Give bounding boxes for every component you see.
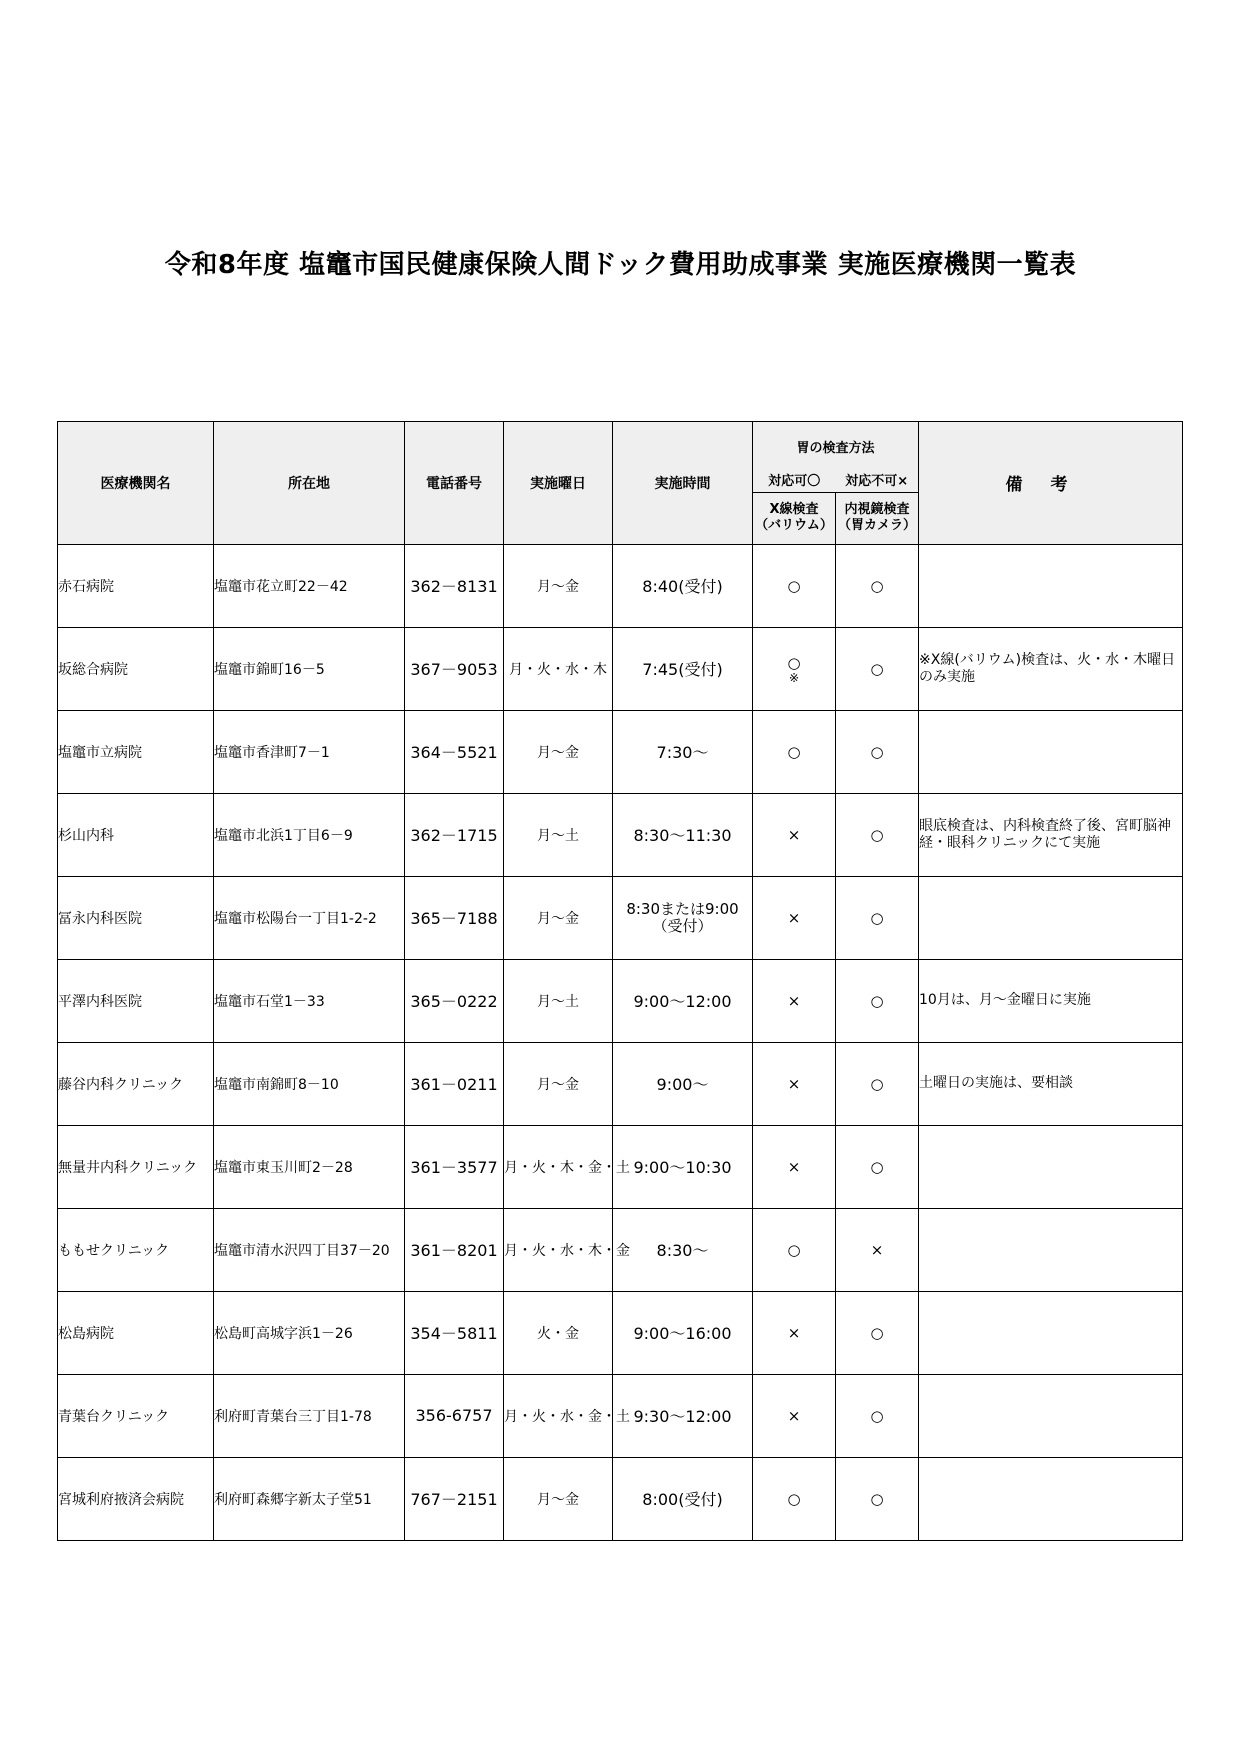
endoscopy-availability: ○ (836, 959, 919, 1042)
exam-time-main: 9:00～10:30 (633, 1158, 732, 1177)
header-time: 実施時間 (613, 422, 753, 545)
xray-mark: × (787, 825, 801, 844)
exam-days: 月・火・水・木 (504, 627, 613, 710)
exam-time (613, 959, 753, 1042)
institution-tel: 767－2151 (405, 1457, 504, 1540)
institution-address: 塩竈市花立町22－42 (214, 544, 405, 627)
remarks: 10月は、月～金曜日に実施 (919, 959, 1183, 1042)
header-endoscopy-line2: （胃カメラ） (838, 518, 917, 533)
exam-days: 月～金 (504, 710, 613, 793)
institution-tel: 361－3577 (405, 1125, 504, 1208)
xray-mark: × (787, 1074, 801, 1093)
exam-time-main: 9:00～16:00 (633, 1324, 732, 1343)
table-row (58, 959, 1183, 1042)
endoscopy-availability: ○ (836, 710, 919, 793)
table-row (58, 1125, 1183, 1208)
table-row (58, 1374, 1183, 1457)
xray-mark: × (787, 991, 801, 1010)
xray-availability (753, 627, 836, 710)
table-row (58, 793, 1183, 876)
remarks (919, 544, 1183, 627)
header-tel: 電話番号 (405, 422, 504, 545)
exam-days: 月・火・水・木・金 (504, 1208, 613, 1291)
endoscopy-availability: ○ (836, 627, 919, 710)
institution-tel: 361－0211 (405, 1042, 504, 1125)
institution-address: 利府町青葉台三丁目1-78 (214, 1374, 405, 1457)
institution-address: 塩竈市香津町7－1 (214, 710, 405, 793)
endoscopy-availability: ○ (836, 544, 919, 627)
institution-address: 塩竈市松陽台一丁目1-2-2 (214, 876, 405, 959)
exam-days: 月・火・水・金・土 (504, 1374, 613, 1457)
header-xray-line2: （バリウム） (755, 518, 833, 533)
xray-mark: ○ (787, 1489, 801, 1508)
exam-time-main: 8:30～11:30 (633, 826, 732, 845)
institution-name: 無量井内科クリニック (58, 1125, 214, 1208)
endoscopy-availability: ○ (836, 1042, 919, 1125)
xray-mark: × (787, 1157, 801, 1176)
remarks (919, 1125, 1183, 1208)
medical-institution-table (57, 421, 1183, 1541)
xray-mark: × (787, 1406, 801, 1425)
institution-address: 塩竈市石堂1－33 (214, 959, 405, 1042)
exam-time (613, 1208, 753, 1291)
xray-availability (753, 1291, 836, 1374)
xray-availability (753, 876, 836, 959)
institution-name: 松島病院 (58, 1291, 214, 1374)
institution-address: 利府町森郷字新太子堂51 (214, 1457, 405, 1540)
xray-mark: ○ (787, 1240, 801, 1259)
institution-name: 青葉台クリニック (58, 1374, 214, 1457)
exam-time (613, 627, 753, 710)
institution-tel: 365－7188 (405, 876, 504, 959)
institution-tel: 367－9053 (405, 627, 504, 710)
table-row (58, 710, 1183, 793)
xray-mark: × (787, 1323, 801, 1342)
xray-note-mark: ※ (788, 670, 800, 685)
exam-time (613, 710, 753, 793)
table-row (58, 1042, 1183, 1125)
table-row (58, 1208, 1183, 1291)
exam-time-main: 7:45(受付) (642, 660, 723, 679)
xray-availability (753, 793, 836, 876)
header-name: 医療機関名 (58, 422, 214, 545)
header-stomach-method: 胃の検査方法 (753, 422, 919, 472)
header-address: 所在地 (214, 422, 405, 545)
institution-address: 塩竈市東玉川町2－28 (214, 1125, 405, 1208)
header-xray-line1: X線検査 (769, 502, 819, 517)
institution-address: 塩竈市南錦町8－10 (214, 1042, 405, 1125)
institution-name: 宮城利府掖済会病院 (58, 1457, 214, 1540)
document-title: 令和8年度 塩竈市国民健康保険人間ドック費用助成事業 実施医療機関一覧表 (164, 250, 1077, 280)
remarks (919, 1374, 1183, 1457)
header-endoscopy (836, 492, 919, 544)
exam-time (613, 1291, 753, 1374)
header-ok-label: 対応可〇 (753, 472, 836, 493)
table-row (58, 1291, 1183, 1374)
endoscopy-availability: ○ (836, 876, 919, 959)
exam-time-sub: （受付） (652, 916, 713, 935)
endoscopy-availability: ○ (836, 793, 919, 876)
exam-time-main: 7:30～ (656, 743, 709, 762)
exam-time-main: 8:40(受付) (642, 577, 723, 596)
institution-name: 杉山内科 (58, 793, 214, 876)
institution-name: ももせクリニック (58, 1208, 214, 1291)
institution-name: 藤谷内科クリニック (58, 1042, 214, 1125)
table-row (58, 1457, 1183, 1540)
institution-tel: 362－1715 (405, 793, 504, 876)
header-xray (753, 492, 836, 544)
exam-days: 火・金 (504, 1291, 613, 1374)
exam-days: 月～土 (504, 793, 613, 876)
remarks: 土曜日の実施は、要相談 (919, 1042, 1183, 1125)
table-body (58, 544, 1183, 1540)
exam-time-main: 8:30または9:00 (626, 899, 739, 918)
xray-mark: × (787, 908, 801, 927)
table-row (58, 627, 1183, 710)
institution-tel: 361－8201 (405, 1208, 504, 1291)
xray-mark: ○ (787, 653, 801, 672)
table-row (58, 544, 1183, 627)
endoscopy-availability: × (836, 1208, 919, 1291)
institution-name: 塩竈市立病院 (58, 710, 214, 793)
xray-availability (753, 1042, 836, 1125)
endoscopy-availability: ○ (836, 1291, 919, 1374)
exam-time (613, 1374, 753, 1457)
xray-availability (753, 710, 836, 793)
exam-days: 月～土 (504, 959, 613, 1042)
exam-days: 月～金 (504, 1042, 613, 1125)
exam-time-main: 9:00～12:00 (633, 992, 732, 1011)
institution-address: 松島町高城字浜1－26 (214, 1291, 405, 1374)
header-days: 実施曜日 (504, 422, 613, 545)
remarks (919, 1291, 1183, 1374)
xray-mark: ○ (787, 742, 801, 761)
exam-time (613, 1042, 753, 1125)
remarks: 眼底検査は、内科検査終了後、宮町脳神経・眼科クリニックにて実施 (919, 793, 1183, 876)
endoscopy-availability: ○ (836, 1125, 919, 1208)
exam-time-main: 9:00～ (656, 1075, 709, 1094)
exam-time (613, 876, 753, 959)
header-endoscopy-line1: 内視鏡検査 (844, 502, 910, 517)
exam-time-main: 9:30～12:00 (633, 1407, 732, 1426)
institution-tel: 356-6757 (405, 1374, 504, 1457)
institution-tel: 365－0222 (405, 959, 504, 1042)
exam-days: 月～金 (504, 876, 613, 959)
table-header (58, 422, 1183, 545)
xray-availability (753, 1208, 836, 1291)
exam-time (613, 544, 753, 627)
exam-days: 月～金 (504, 1457, 613, 1540)
institution-name: 冨永内科医院 (58, 876, 214, 959)
exam-time-main: 8:00(受付) (642, 1490, 723, 1509)
xray-availability (753, 544, 836, 627)
exam-time (613, 1125, 753, 1208)
remarks (919, 1457, 1183, 1540)
endoscopy-availability: ○ (836, 1457, 919, 1540)
header-ng-label: 対応不可× (836, 472, 919, 493)
exam-days: 月・火・木・金・土 (504, 1125, 613, 1208)
exam-time (613, 793, 753, 876)
endoscopy-availability: ○ (836, 1374, 919, 1457)
exam-time (613, 1457, 753, 1540)
header-remarks: 備考 (919, 422, 1183, 545)
exam-time-main: 8:30～ (656, 1241, 709, 1260)
xray-availability (753, 1374, 836, 1457)
remarks (919, 876, 1183, 959)
remarks (919, 1208, 1183, 1291)
institution-address: 塩竈市清水沢四丁目37－20 (214, 1208, 405, 1291)
institution-name: 平澤内科医院 (58, 959, 214, 1042)
institution-tel: 354－5811 (405, 1291, 504, 1374)
institution-name: 坂総合病院 (58, 627, 214, 710)
xray-availability (753, 1125, 836, 1208)
institution-name: 赤石病院 (58, 544, 214, 627)
xray-availability (753, 1457, 836, 1540)
xray-availability (753, 959, 836, 1042)
xray-mark: ○ (787, 576, 801, 595)
remarks (919, 710, 1183, 793)
table-row (58, 876, 1183, 959)
institution-tel: 364－5521 (405, 710, 504, 793)
institution-address: 塩竈市北浜1丁目6－9 (214, 793, 405, 876)
institution-tel: 362－8131 (405, 544, 504, 627)
institution-address: 塩竈市錦町16－5 (214, 627, 405, 710)
exam-days: 月～金 (504, 544, 613, 627)
remarks: ※X線(バリウム)検査は、火・水・木曜日のみ実施 (919, 627, 1183, 710)
